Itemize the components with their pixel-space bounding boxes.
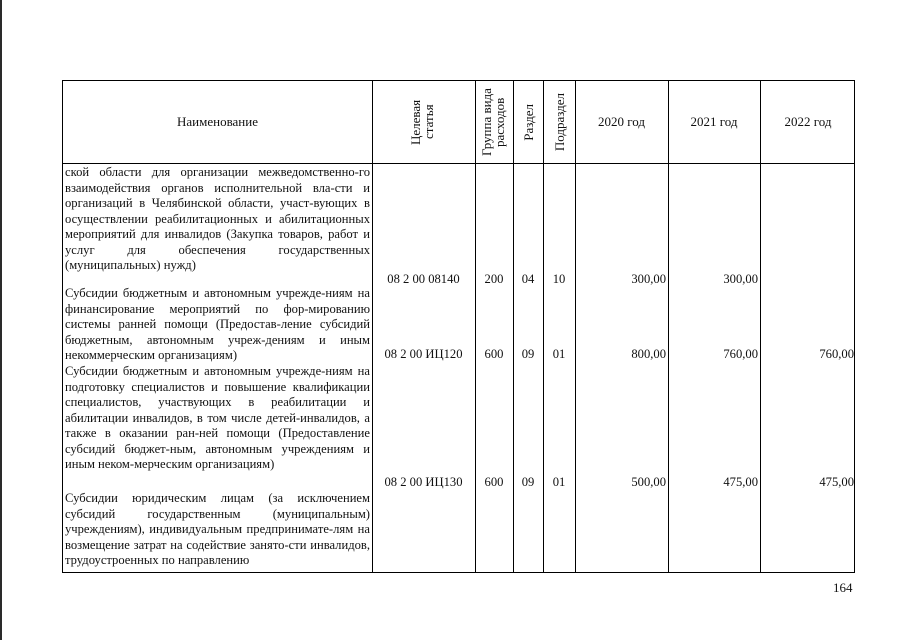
table-cell-target-article: 08 2 00 ИЦ130 [384,475,463,489]
header-2021-label: 2021 год [690,114,738,129]
table-cell-2020: 300,00 [631,272,666,286]
budget-table [62,80,855,573]
header-2020-label: 2020 год [598,114,645,129]
table-cell-subsection: 01 [552,475,566,489]
header-2021 [668,81,760,163]
table-cell-2021: 760,00 [723,347,758,361]
header-section-label: Раздел [520,103,536,141]
table-cell-2020: 500,00 [631,475,666,489]
table-cell-expense-group: 600 [484,347,504,361]
header-subsection [543,81,575,163]
page-left-edge [0,0,2,640]
header-expense-group-label: Группа вида расходов [479,88,507,156]
table-cell-section: 09 [521,475,535,489]
table-cell-2022: 760,00 [819,347,854,361]
header-2020 [575,81,668,163]
table-row-name: Субсидии бюджетным и автономным учрежде-ниям на подготовку специалистов и повышение квалификации специалистов, участвующих в реабилитации и абилитации инвалидов, в том числе детей-инвалидов, а также в оказании ран-ней помощи (Предоставление субсидий бюджет-ным, автономным учреждениям и иным неком-мерческим организациям) [65,364,370,471]
header-name [63,81,372,163]
table-cell-target-article: 08 2 00 08140 [387,272,460,286]
table-cell-2020: 800,00 [631,347,666,361]
header-2022 [760,81,856,163]
table-cell-2021: 475,00 [723,475,758,489]
header-divider [63,163,854,164]
header-name-label: Наименование [177,114,258,129]
table-cell-target-article: 08 2 00 ИЦ120 [384,347,463,361]
table-cell-2021: 300,00 [723,272,758,286]
header-expense-group [475,81,513,163]
page-number: 164 [833,580,853,595]
header-section [513,81,543,163]
table-row-name: ской области для организации межведомственно-го взаимодействия органов исполнительной вла-сти и организаций в Челябинской области, участ-вующих в осуществлении реабилитационных и абилитационных мероприятий для инвалидов (Закупка товаров, работ и услуг для обеспечения государственных (муниципальных) нужд) [65,165,370,272]
table-cell-expense-group: 200 [484,272,504,286]
table-cell-expense-group: 600 [484,475,504,489]
header-subsection-label: Подраздел [551,92,567,152]
table-cell-2022: 475,00 [819,475,854,489]
table-cell-subsection: 10 [552,272,566,286]
table-row-name: Субсидии бюджетным и автономным учрежде-ниям на финансирование мероприятий по фор-мированию системы ранней помощи (Предостав-ление субсидий бюджетным, автономным учреж-дениям и иным некоммерческим организациям) [65,286,370,362]
table-row-name: Субсидии юридическим лицам (за исключением субсидий государственным (муниципальным) учреждениям), индивидуальным предпринимате-лям на возмещение затрат на содействие занято-сти инвалидов, трудоустроенных по направлению [65,491,370,567]
header-target-article-label: Целевая статья [407,99,436,145]
table-cell-section: 09 [521,347,535,361]
table-cell-section: 04 [521,272,535,286]
header-2022-label: 2022 год [784,114,832,129]
header-target-article [372,81,475,163]
table-cell-subsection: 01 [552,347,566,361]
